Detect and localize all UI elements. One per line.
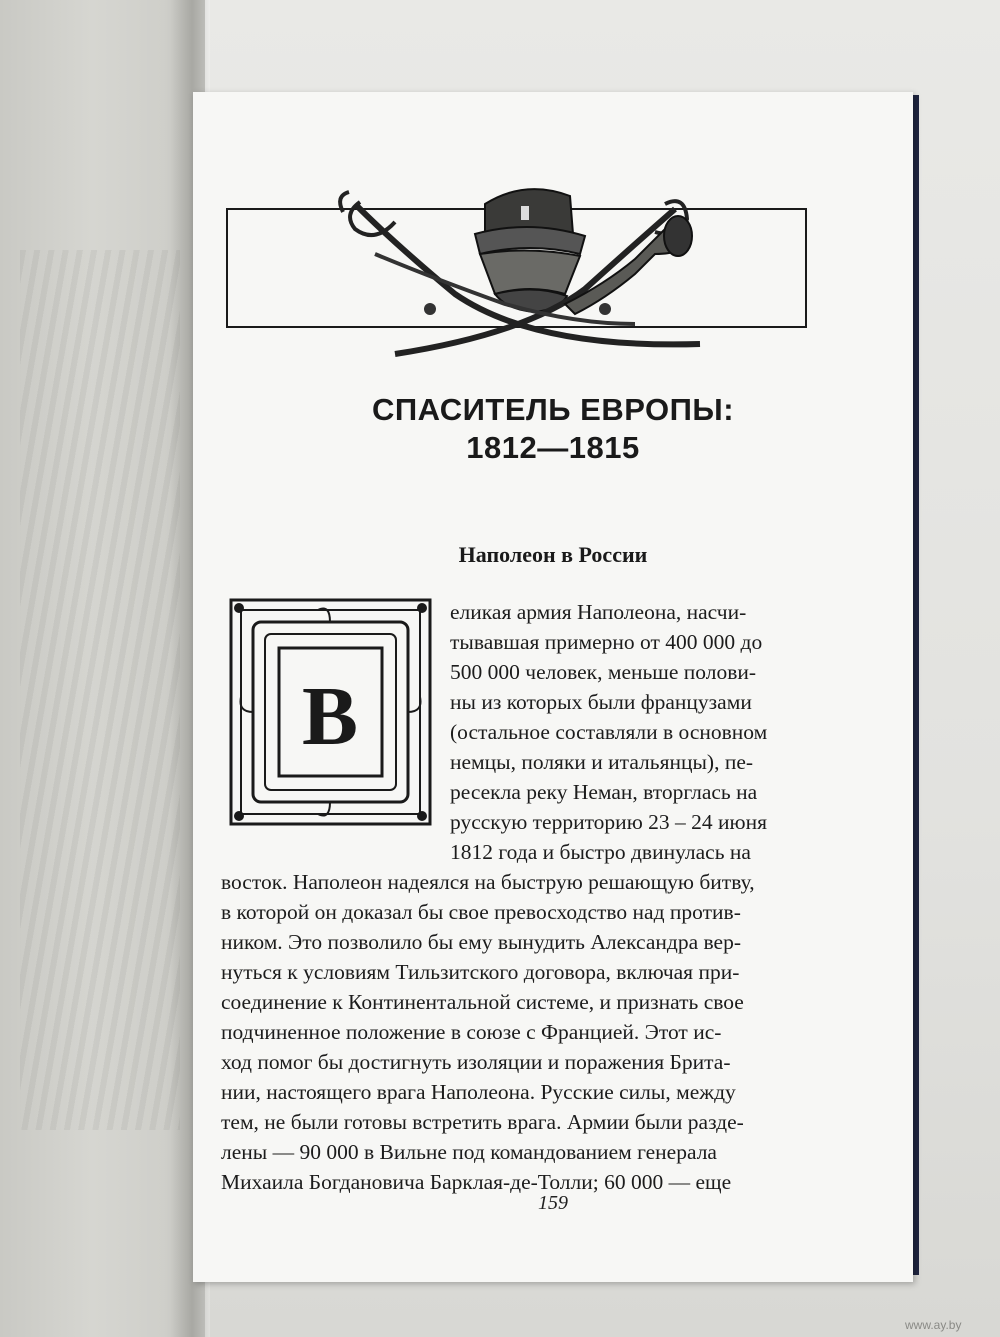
text-line: нуться к условиям Тильзитского договора, включая при- <box>221 960 740 984</box>
text-line: соединение к Континентальной системе, и признать свое <box>221 990 744 1014</box>
text-line: (остальное составляли в основном <box>450 720 768 744</box>
text-line: Михаила Богдановича Барклая-де-Толли; 60 000 — еще <box>221 1170 732 1194</box>
text-line: нии, настоящего врага Наполеона. Русские силы, между <box>221 1080 736 1104</box>
text-line: ны из которых были французами <box>450 690 752 714</box>
text-line: ником. Это позволило бы ему вынудить Александра вер- <box>221 930 741 954</box>
page-number: 159 <box>538 1192 568 1214</box>
section-heading: Наполеон в России <box>458 542 648 567</box>
sabres-shako-emblem <box>335 184 715 370</box>
text-line: русскую территорию 23 – 24 июня <box>450 810 767 834</box>
watermark: www.ay.by <box>905 1318 962 1332</box>
text-line: лены — 90 000 в Вильне под командованием генерала <box>221 1140 717 1164</box>
text-line: еликая армия Наполеона, насчи- <box>450 600 747 624</box>
text-line: 500 000 человек, меньше полови- <box>450 660 757 684</box>
text-line: в которой он доказал бы свое превосходство над против- <box>221 900 741 924</box>
text-line: тем, не были готовы встретить врага. Армии были разде- <box>221 1110 744 1134</box>
left-page-bleedthrough <box>20 250 180 1130</box>
dropcap-letter: В <box>301 670 359 763</box>
chapter-title-line1: СПАСИТЕЛЬ ЕВРОПЫ: <box>371 392 735 427</box>
text-line: ресекла реку Неман, вторглась на <box>450 780 758 804</box>
right-page <box>193 92 913 1282</box>
text-line: подчиненное положение в союзе с Францией. Этот ис- <box>221 1020 722 1044</box>
text-line: немцы, поляки и итальянцы), пе- <box>450 750 754 774</box>
ornamental-dropcap <box>223 592 438 832</box>
text-line: ход помог бы достигнуть изоляции и поражения Брита- <box>221 1050 731 1074</box>
chapter-title-line2: 1812—1815 <box>466 430 640 465</box>
text-line: восток. Наполеон надеялся на быструю решающую битву, <box>221 870 755 894</box>
text-line: тывавшая примерно от 400 000 до <box>450 630 763 654</box>
text-line: 1812 года и быстро двинулась на <box>450 840 751 864</box>
